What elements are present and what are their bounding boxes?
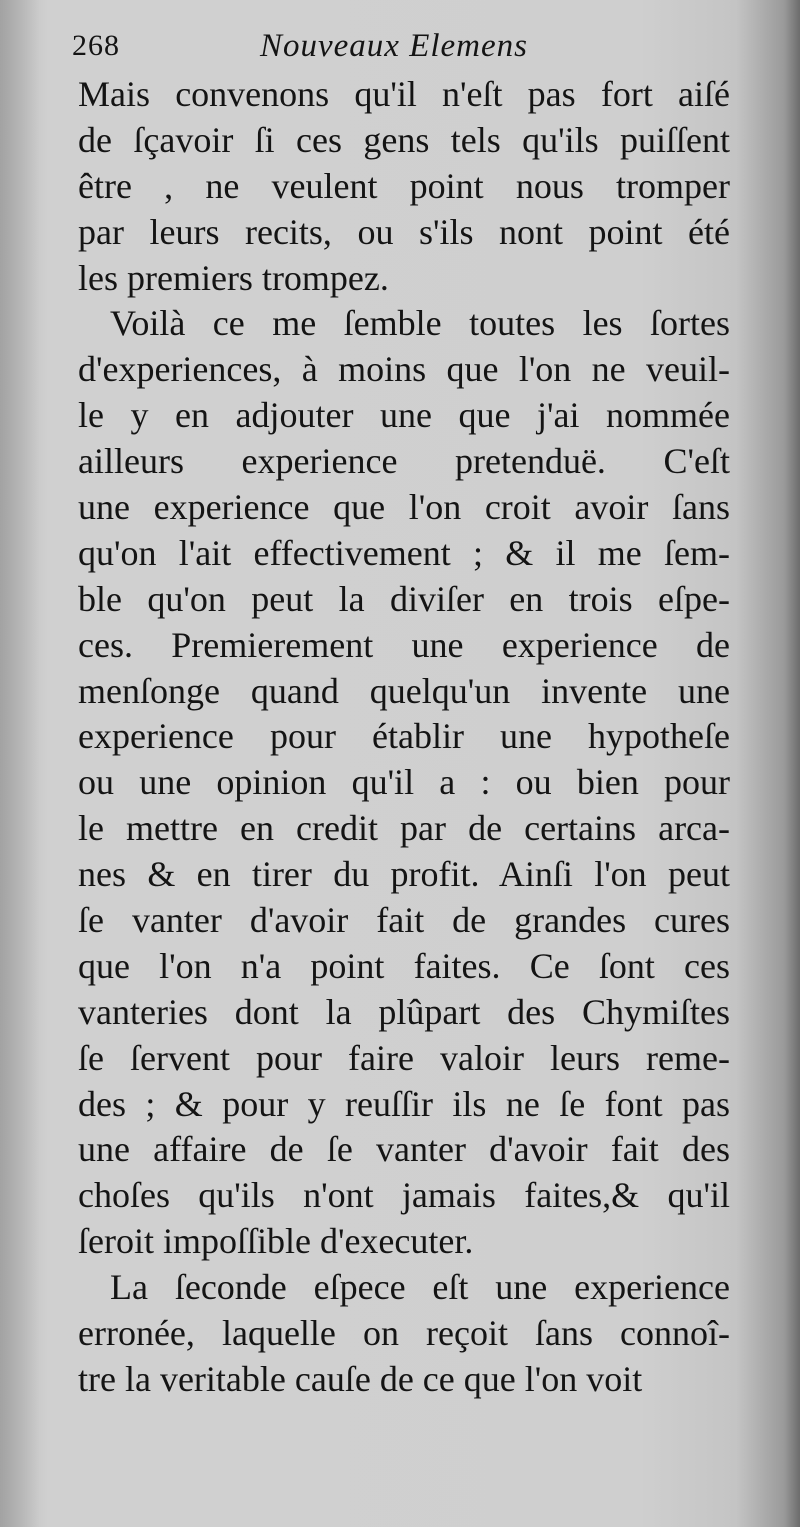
text-line: vanteries dont la plûpart des Chymiſtes bbox=[78, 991, 730, 1032]
text-line: ble qu'on peut la diviſer en trois eſpe- bbox=[78, 578, 730, 619]
paragraph bbox=[78, 1265, 730, 1403]
text-line: ces. Premierement une experience de bbox=[78, 624, 730, 665]
text-line: menſonge quand quelqu'un invente une bbox=[78, 670, 730, 711]
text-line: une affaire de ſe vanter d'avoir fait des bbox=[78, 1129, 730, 1170]
text-line: ſeroit impoſſible d'executer. bbox=[78, 1221, 474, 1262]
text-line: ailleurs experience pretenduë. C'eſt bbox=[78, 441, 730, 482]
page-gutter-shadow bbox=[0, 0, 40, 1527]
text-line: de ſçavoir ſi ces gens tels qu'ils puiſſent bbox=[78, 119, 730, 160]
text-line: des ; & pour y reuſſir ils ne ſe font pas bbox=[78, 1083, 730, 1124]
text-line: une experience que l'on croit avoir ſans bbox=[78, 487, 730, 528]
text-line: les premiers trompez. bbox=[78, 257, 389, 298]
text-line: erronée, laquelle on reçoit ſans connoî- bbox=[78, 1313, 730, 1354]
text-line: Voilà ce me ſemble toutes les ſortes bbox=[110, 303, 730, 344]
text-line: nes & en tirer du profit. Ainſi l'on peut bbox=[78, 854, 730, 895]
text-line: que l'on n'a point faites. Ce ſont ces bbox=[78, 945, 730, 986]
text-line: le mettre en credit par de certains arca- bbox=[78, 808, 730, 849]
text-line: le y en adjouter une que j'ai nommée bbox=[78, 395, 730, 436]
paragraph bbox=[78, 301, 730, 1265]
running-title: Nouveaux Elemens bbox=[260, 28, 528, 64]
text-line: ſe ſervent pour faire valoir leurs reme- bbox=[78, 1037, 730, 1078]
text-line: être , ne veulent point nous tromper bbox=[78, 165, 730, 206]
text-line: par leurs recits, ou s'ils nont point été bbox=[78, 211, 730, 252]
text-line: La ſeconde eſpece eſt une experience bbox=[110, 1267, 730, 1308]
text-line: ſe vanter d'avoir fait de grandes cures bbox=[78, 900, 730, 941]
text-line: Mais convenons qu'il n'eſt pas fort aiſé bbox=[78, 74, 730, 114]
page-number: 268 bbox=[72, 29, 120, 62]
text-line: tre la veritable cauſe de ce que l'on voit bbox=[78, 1358, 643, 1399]
text-line: d'experiences, à moins que l'on ne veuil- bbox=[78, 349, 730, 390]
text-line: qu'on l'ait effectivement ; & il me ſem- bbox=[78, 532, 730, 573]
body-text bbox=[78, 72, 730, 1403]
text-line: choſes qu'ils n'ont jamais faites,& qu'il bbox=[78, 1175, 730, 1216]
paragraph bbox=[78, 72, 730, 301]
text-line: experience pour établir une hypotheſe bbox=[78, 716, 730, 757]
text-line: ou une opinion qu'il a : ou bien pour bbox=[78, 762, 730, 803]
running-head bbox=[72, 18, 712, 74]
